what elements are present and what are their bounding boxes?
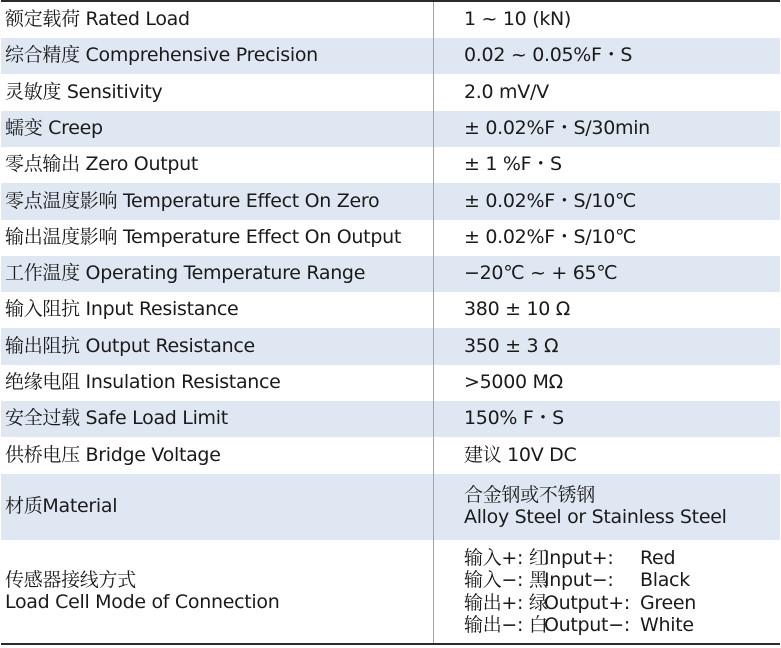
spec-row-precision [1, 38, 780, 74]
spec-row-zero-output [1, 147, 780, 183]
spec-label: 综合精度 Comprehensive Precision [5, 44, 318, 67]
spec-label: 零点输出 Zero Output [5, 153, 199, 176]
spec-label: 材质Material [5, 495, 118, 518]
spec-value: 2.0 mV/V [433, 74, 780, 111]
spec-value: ± 1 %F・S [433, 147, 780, 183]
spec-value [433, 540, 780, 643]
spec-row-input-resistance [1, 292, 780, 328]
spec-label: 灵敏度 Sensitivity [5, 80, 163, 103]
wire-color: Black [640, 569, 690, 592]
spec-label: 输入阻抗 Input Resistance [5, 298, 239, 321]
spec-value: 350 ± 3 Ω [433, 328, 780, 365]
spec-value: 1 ~ 10 (kN) [433, 2, 780, 38]
spec-label: 蠕变 Creep [5, 117, 103, 140]
connection-label-cn: 传感器接线方式 [5, 568, 136, 591]
spec-row-operating-temp [1, 256, 780, 292]
wire-cn: 输出−: 白 [464, 613, 548, 636]
spec-label: 工作温度 Operating Temperature Range [5, 262, 366, 285]
wire-en: Output−: [544, 613, 630, 636]
connection-label-en: Load Cell Mode of Connection [5, 590, 280, 613]
spec-value: 150% F・S [433, 401, 780, 437]
spec-value: 建议 10V DC [433, 437, 780, 474]
spec-label: 绝缘电阻 Insulation Resistance [5, 371, 281, 394]
spec-value: 380 ± 10 Ω [433, 292, 780, 328]
wire-color: Red [640, 546, 676, 569]
spec-label: 供桥电压 Bridge Voltage [5, 443, 221, 466]
spec-row-sensitivity [1, 74, 780, 111]
spec-value: −20℃ ~ + 65℃ [433, 256, 780, 292]
material-en: Alloy Steel or Stainless Steel [464, 506, 727, 528]
wire-cn: 输出+: 绿 [464, 591, 548, 614]
spec-label [1, 540, 433, 643]
wire-en: Input−: [544, 569, 614, 592]
wire-color: Green [640, 591, 697, 614]
spec-value: 0.02 ~ 0.05%F・S [433, 38, 780, 74]
spec-row-connection [1, 540, 780, 643]
spec-label: 安全过载 Safe Load Limit [5, 407, 228, 430]
spec-row-safe-load [1, 401, 780, 437]
wire-cn: 输入−: 黑 [464, 569, 548, 592]
spec-row-temp-effect-output [1, 220, 780, 256]
spec-row-output-resistance [1, 328, 780, 365]
spec-value: ± 0.02%F・S/30min [433, 111, 780, 147]
spec-value [433, 474, 780, 540]
wire-en: Output+: [544, 591, 630, 614]
spec-row-material [1, 474, 780, 540]
spec-row-creep [1, 111, 780, 147]
material-cn: 合金钢或不锈钢 [464, 484, 595, 507]
spec-row-insulation [1, 365, 780, 401]
spec-label: 零点温度影响 Temperature Effect On Zero [5, 189, 380, 212]
spec-row-rated-load [1, 2, 780, 38]
spec-value: >5000 MΩ [433, 365, 780, 401]
wire-color: White [640, 613, 694, 636]
spec-value: ± 0.02%F・S/10℃ [433, 220, 780, 256]
spec-label: 输出温度影响 Temperature Effect On Output [5, 226, 401, 249]
wire-cn: 输入+: 红 [464, 546, 548, 569]
spec-value: ± 0.02%F・S/10℃ [433, 183, 780, 220]
spec-row-temp-effect-zero [1, 183, 780, 220]
spec-label: 输出阻抗 Output Resistance [5, 334, 255, 357]
spec-label: 额定载荷 Rated Load [5, 8, 190, 31]
wire-en: Input+: [544, 546, 614, 569]
spec-table [1, 0, 780, 645]
wiring-grid [464, 547, 750, 637]
spec-row-bridge-voltage [1, 437, 780, 474]
